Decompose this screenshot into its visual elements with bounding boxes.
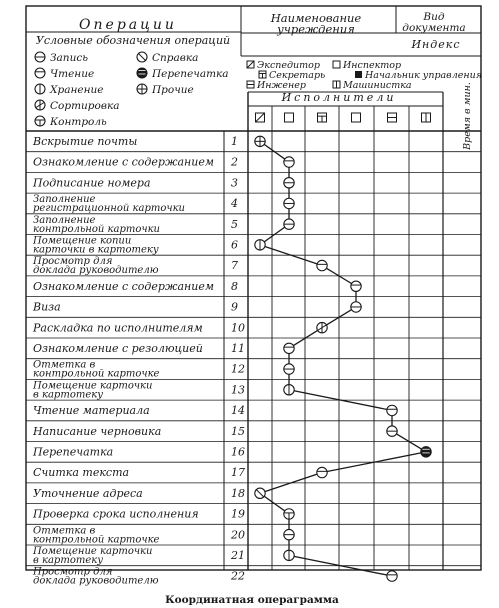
operation-symbol-label: Перепечатка xyxy=(152,68,229,80)
operation-name: Помещение копии карточки в картотеку xyxy=(33,235,159,256)
table-row xyxy=(32,321,245,334)
step-number: 22 xyxy=(231,569,245,583)
step-number: 3 xyxy=(231,176,238,190)
table-row xyxy=(33,360,245,380)
route-marker-other xyxy=(255,136,265,146)
table-row xyxy=(32,508,245,521)
table-row xyxy=(32,380,245,400)
executor-symbol-4 xyxy=(247,80,306,91)
operation-symbol-retyping xyxy=(137,68,229,80)
operation-name: Просмотр для доклада руководителю xyxy=(33,566,159,587)
operation-name: Проверка срока исполнения xyxy=(33,507,199,521)
step-number: 17 xyxy=(231,466,245,480)
step-number: 10 xyxy=(231,321,245,335)
figure-caption: Координатная операграмма xyxy=(165,594,339,606)
route-marker-record xyxy=(284,364,294,374)
table-row xyxy=(32,256,238,276)
operation-name: Ознакомление с резолюцией xyxy=(33,342,203,355)
document-kind: Вид документа xyxy=(402,11,466,34)
operations-title: Операции xyxy=(79,17,177,33)
table-row xyxy=(33,404,245,417)
route-marker-reading xyxy=(284,343,294,353)
table-row xyxy=(32,301,238,314)
operation-name: Считка текста xyxy=(33,466,130,480)
operation-symbol-control xyxy=(35,116,107,128)
operation-name: Уточнение адреса xyxy=(33,486,143,500)
operation-symbol-label: Контроль xyxy=(50,116,107,128)
operation-name: Чтение материала xyxy=(33,404,150,418)
step-number: 1 xyxy=(231,135,238,148)
step-number: 20 xyxy=(231,528,245,542)
table-row xyxy=(32,546,245,566)
step-number: 7 xyxy=(231,259,238,273)
route-marker-sorting xyxy=(317,322,327,332)
operation-name: Подписание номера xyxy=(33,176,151,190)
route-marker-reading xyxy=(387,405,397,415)
operation-name: Ознакомление с содержанием xyxy=(33,155,214,169)
index-label: Индекс xyxy=(411,38,461,51)
executor-symbol-label: Секретарь xyxy=(269,70,326,81)
step-number: 9 xyxy=(231,300,238,314)
operation-rows xyxy=(32,135,245,587)
operation-name: Заполнение регистрационной карточки xyxy=(33,194,185,215)
operation-name: Раскладка по исполнителям xyxy=(33,321,203,335)
operation-symbol-label: Чтение xyxy=(50,68,95,80)
route-marker-control xyxy=(284,509,294,519)
step-number: 2 xyxy=(231,155,238,169)
institution-title: Наименование учреждения xyxy=(270,11,362,36)
executor-column-0 xyxy=(256,113,265,122)
executor-column-1 xyxy=(285,113,294,122)
step-number: 18 xyxy=(231,486,245,500)
route-marker-reading xyxy=(317,260,327,270)
step-number: 13 xyxy=(231,383,245,397)
operation-name: Вскрытие почты xyxy=(33,135,138,148)
executor-symbol-label: Начальник управления xyxy=(365,70,483,81)
table-row xyxy=(33,525,245,545)
step-number: 6 xyxy=(231,238,238,252)
operation-symbols-legend xyxy=(35,52,229,128)
executor-symbol-label: Машинистка xyxy=(343,80,412,91)
executor-symbol-label: Инспектор xyxy=(343,60,402,71)
route-marker-reading xyxy=(317,467,327,477)
table-row xyxy=(33,280,238,293)
route-marker-reference xyxy=(255,488,265,498)
route-marker-reading xyxy=(284,157,294,167)
table-row xyxy=(32,135,238,148)
route-marker-record xyxy=(284,178,294,188)
operation-name: Написание черновика xyxy=(33,424,162,438)
executor-column-4 xyxy=(388,113,397,122)
table-row xyxy=(33,215,238,235)
operation-name: Помещение карточки в картотеку xyxy=(33,380,153,401)
step-number: 5 xyxy=(231,217,238,231)
step-number: 4 xyxy=(231,197,238,211)
operation-symbol-label: Сортировка xyxy=(50,100,120,112)
step-number: 16 xyxy=(231,445,245,459)
executor-column-5 xyxy=(422,113,431,122)
route-marker-reading xyxy=(387,571,397,581)
route-marker-storage xyxy=(255,240,265,250)
table-row xyxy=(32,176,238,189)
route-marker-storage xyxy=(284,550,294,560)
operation-symbol-other xyxy=(137,84,194,96)
step-number: 14 xyxy=(231,404,245,418)
executor-column-headers xyxy=(256,113,431,122)
executor-symbols-legend xyxy=(247,60,482,91)
table-row xyxy=(33,487,245,500)
operation-name: Перепечатка xyxy=(33,445,114,459)
operation-symbol-label: Хранение xyxy=(50,84,104,96)
step-number: 8 xyxy=(231,279,238,293)
table-row xyxy=(33,156,238,169)
operation-symbol-label: Справка xyxy=(152,52,199,64)
executor-symbol-5 xyxy=(333,80,412,91)
route-marker-record xyxy=(351,302,361,312)
time-label: Время в мин. xyxy=(462,82,473,150)
operation-name: Отметка в контрольной карточке xyxy=(33,525,160,546)
table-row xyxy=(32,236,238,256)
table-row xyxy=(32,446,245,459)
operation-name: Виза xyxy=(33,300,61,314)
route-marker-retyping xyxy=(421,447,431,457)
route-marker-record xyxy=(387,426,397,436)
operation-name: Просмотр для доклада руководителю xyxy=(33,256,159,277)
executor-column-2 xyxy=(318,113,327,122)
step-number: 15 xyxy=(231,424,245,438)
operation-name: Заполнение контрольной карточки xyxy=(33,214,160,235)
executor-symbol-label: Инженер xyxy=(257,80,306,91)
operation-symbol-label: Прочие xyxy=(152,84,194,96)
operation-symbol-label: Запись xyxy=(50,52,88,64)
table-row xyxy=(33,342,245,355)
step-number: 11 xyxy=(231,342,245,355)
executor-symbol-label: Экспедитор xyxy=(257,60,320,71)
operation-symbol-record xyxy=(35,52,88,64)
operation-name: Ознакомление с содержанием xyxy=(33,279,214,293)
operation-symbol-reading xyxy=(35,68,94,80)
table-row xyxy=(33,466,245,479)
operation-name: Помещение карточки в картотеку xyxy=(33,546,153,566)
operation-symbol-storage xyxy=(35,84,103,96)
step-number: 21 xyxy=(231,549,245,562)
operation-symbol-sorting xyxy=(35,100,119,112)
route-marker-record xyxy=(284,198,294,208)
table-row xyxy=(32,425,245,438)
legend-title: Условные обозначения операций xyxy=(35,34,231,47)
executor-column-3 xyxy=(352,113,361,122)
route-marker-storage xyxy=(284,385,294,395)
executors-title: Исполнители xyxy=(281,91,397,104)
operation-name: Отметка в контрольной карточке xyxy=(33,359,160,380)
step-number: 12 xyxy=(231,362,245,376)
operation-symbol-reference xyxy=(137,52,198,64)
route-marker-record xyxy=(284,529,294,539)
route-marker-record xyxy=(284,219,294,229)
step-number: 19 xyxy=(231,507,245,521)
table-row xyxy=(33,194,238,214)
route-marker-reading xyxy=(351,281,361,291)
